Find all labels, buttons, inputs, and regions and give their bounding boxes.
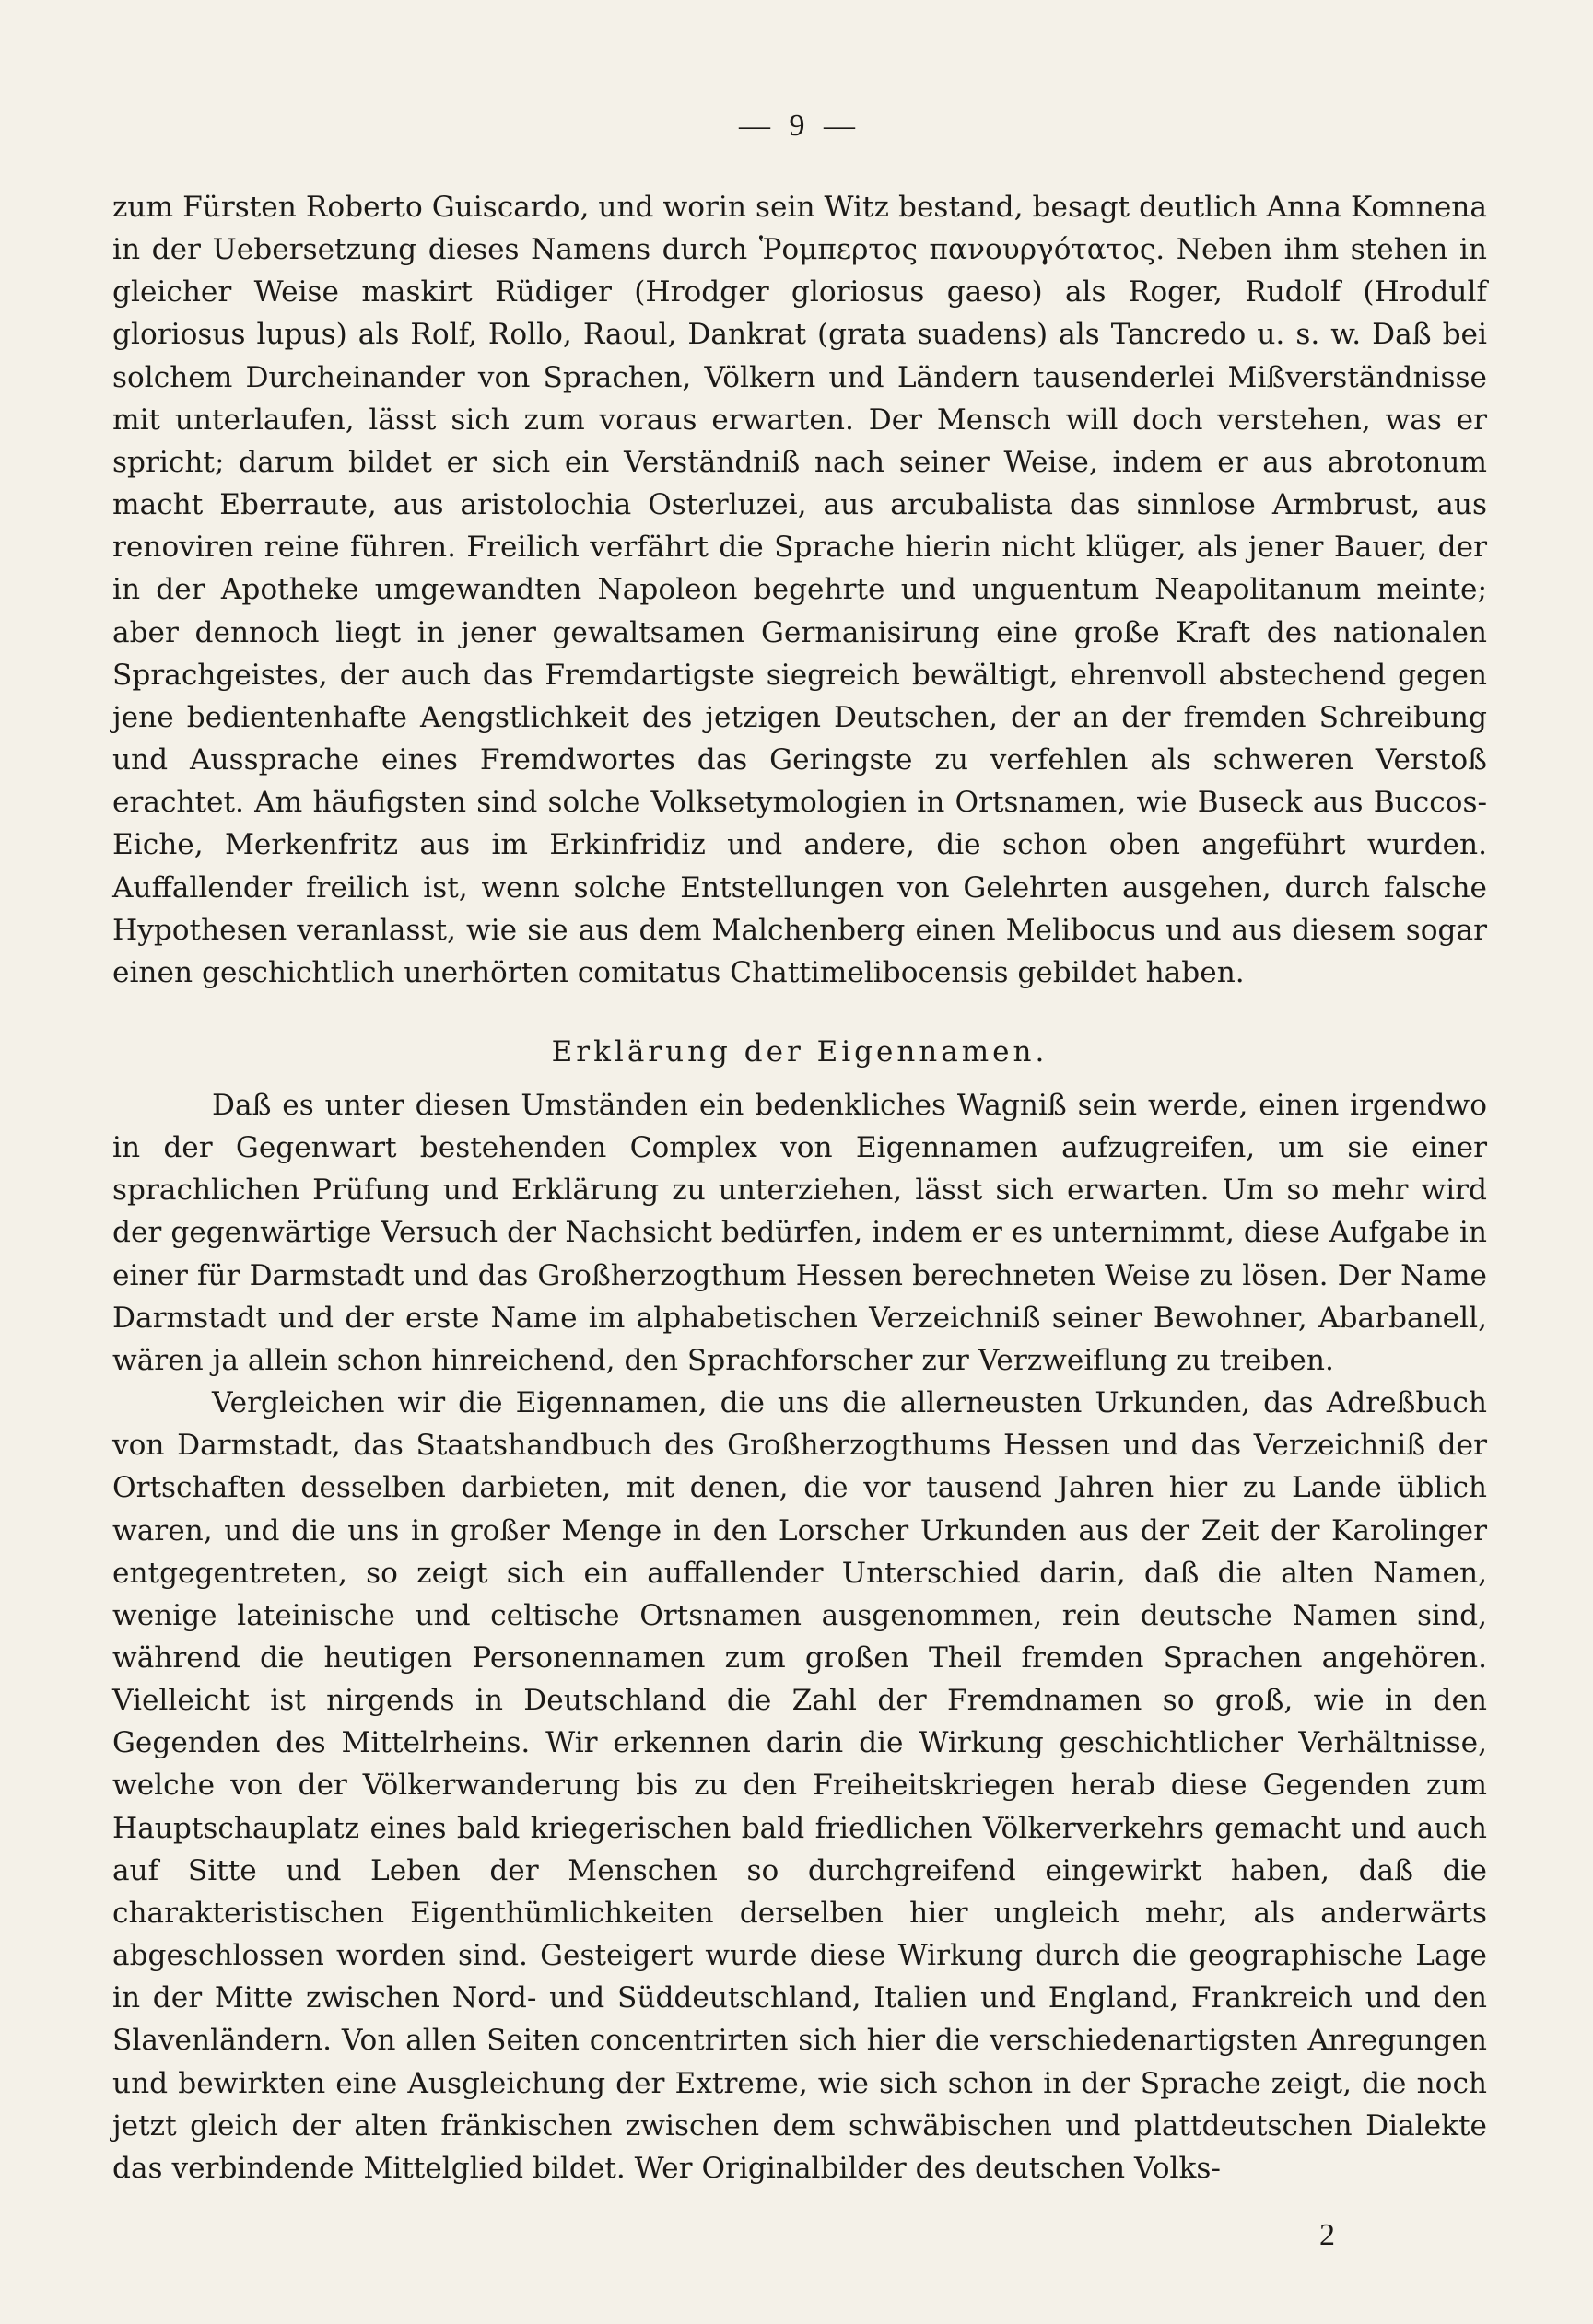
- section-paragraph: Daß es unter diesen Umständen ein bedenkliches Wagniß sein werde, einen irgendwo in der Gegenwart bestehenden Complex von Eigennamen aufzugreifen, um sie einer sprachlichen Prüfung und Erklärung zu unterziehen, lässt sich erwarten. Um so mehr wird der gegenwärtige Versuch der Nachsicht bedürfen, indem er es unternimmt, diese Aufgabe in einer für Darmstadt und das Großherzogthum Hessen berechneten Weise zu lösen. Der Name Darmstadt und der erste Name im alphabetischen Verzeichniß seiner Bewohner, Abarbanell, wären ja allein schon hinreichend, den Sprachforscher zur Verzweiflung zu treiben.: [112, 1088, 1487, 1377]
- section-heading: Erklärung der Eigennamen.: [551, 1034, 1048, 1069]
- signature-mark: 2: [1319, 2218, 1335, 2252]
- section-paragraph: Vergleichen wir die Eigennamen, die uns die allerneusten Urkunden, das Adreßbuch von Darmstadt, das Staatshandbuch des Großherzogthums Hessen und das Verzeichniß der Ortschaften desselben darbieten, mit denen, die vor tausend Jahren hier zu Lande üblich waren, und die uns in großer Menge in den Lorscher Urkunden aus der Zeit der Karolinger entgegentreten, so zeigt sich ein auffallender Unterschied darin, daß die alten Namen, wenige lateinische und celtische Ortsnamen ausgenommen, rein deutsche Namen sind, während die heutigen Personennamen zum großen Theil fremden Sprachen angehören. Vielleicht ist nirgends in Deutschland die Zahl der Fremdnamen so groß, wie in den Gegenden des Mittelrheins. Wir erkennen darin die Wirkung geschichtlicher Verhältnisse, welche von der Völkerwanderung bis zu den Freiheitskriegen herab diese Gegenden zum Hauptschauplatz eines bald kriegerischen bald friedlichen Völkerverkehrs gemacht und auch auf Sitte und Leben der Menschen so durchgreifend eingewirkt haben, daß die charakteristischen Eigenthümlichkeiten derselben hier ungleich mehr, als anderwärts abgeschlossen worden sind. Gesteigert wurde diese Wirkung durch die geographische Lage in der Mitte zwischen Nord- und Süddeutschland, Italien und England, Frankreich und den Slavenländern. Von allen Seiten concentrirten sich hier die verschiedenartigsten Anregungen und bewirkten eine Ausgleichung der Extreme, wie sich schon in der Sprache zeigt, die noch jetzt gleich der alten fränkischen zwischen dem schwäbischen und plattdeutschen Dialekte das verbindende Mittelglied bildet. Wer Originalbilder des deutschen Volks-: [112, 1386, 1487, 2185]
- body-paragraph-intro: zum Fürsten Roberto Guiscardo, und worin sein Witz bestand, besagt deutlich Anna Komnena in der Uebersetzung dieses Namens durch Ῥομπερτος πανουργότατος. Neben ihm stehen in gleicher Weise maskirt Rüdiger (Hrodger gloriosus gaeso) als Roger, Rudolf (Hrodulf gloriosus lupus) als Rolf, Rollo, Raoul, Dankrat (grata suadens) als Tancredo u. s. w. Daß bei solchem Durcheinander von Sprachen, Völkern und Ländern tausenderlei Mißverständnisse mit unterlaufen, lässt sich zum voraus erwarten. Der Mensch will doch verstehen, was er spricht; darum bildet er sich ein Verständniß nach seiner Weise, indem er aus abrotonum macht Eberraute, aus aristolochia Osterluzei, aus arcubalista das sinnlose Armbrust, aus renoviren reine führen. Freilich verfährt die Sprache hierin nicht klüger, als jener Bauer, der in der Apotheke umgewandten Napoleon begehrte und unguentum Neapolitanum meinte; aber dennoch liegt in jener gewaltsamen Germanisirung eine große Kraft des nationalen Sprachgeistes, der auch das Fremdartigste siegreich bewältigt, ehrenvoll abstechend gegen jene bedientenhafte Aengstlichkeit des jetzigen Deutschen, der an der fremden Schreibung und Aussprache eines Fremdwortes das Geringste zu verfehlen als schweren Verstoß erachtet. Am häufigsten sind solche Volksetymologien in Ortsnamen, wie Buseck aus Buccos-Eiche, Merkenfritz aus im Erkinfridiz und andere, die schon oben angeführt wurden. Auffallender freilich ist, wenn solche Entstellungen von Gelehrten ausgehen, durch falsche Hypothesen veranlasst, wie sie aus dem Malchenberg einen Melibocus und aus diesem sogar einen geschichtlich unerhörten comitatus Chattimelibocensis gebildet haben.: [112, 191, 1487, 989]
- page-number: — 9 —: [739, 109, 861, 143]
